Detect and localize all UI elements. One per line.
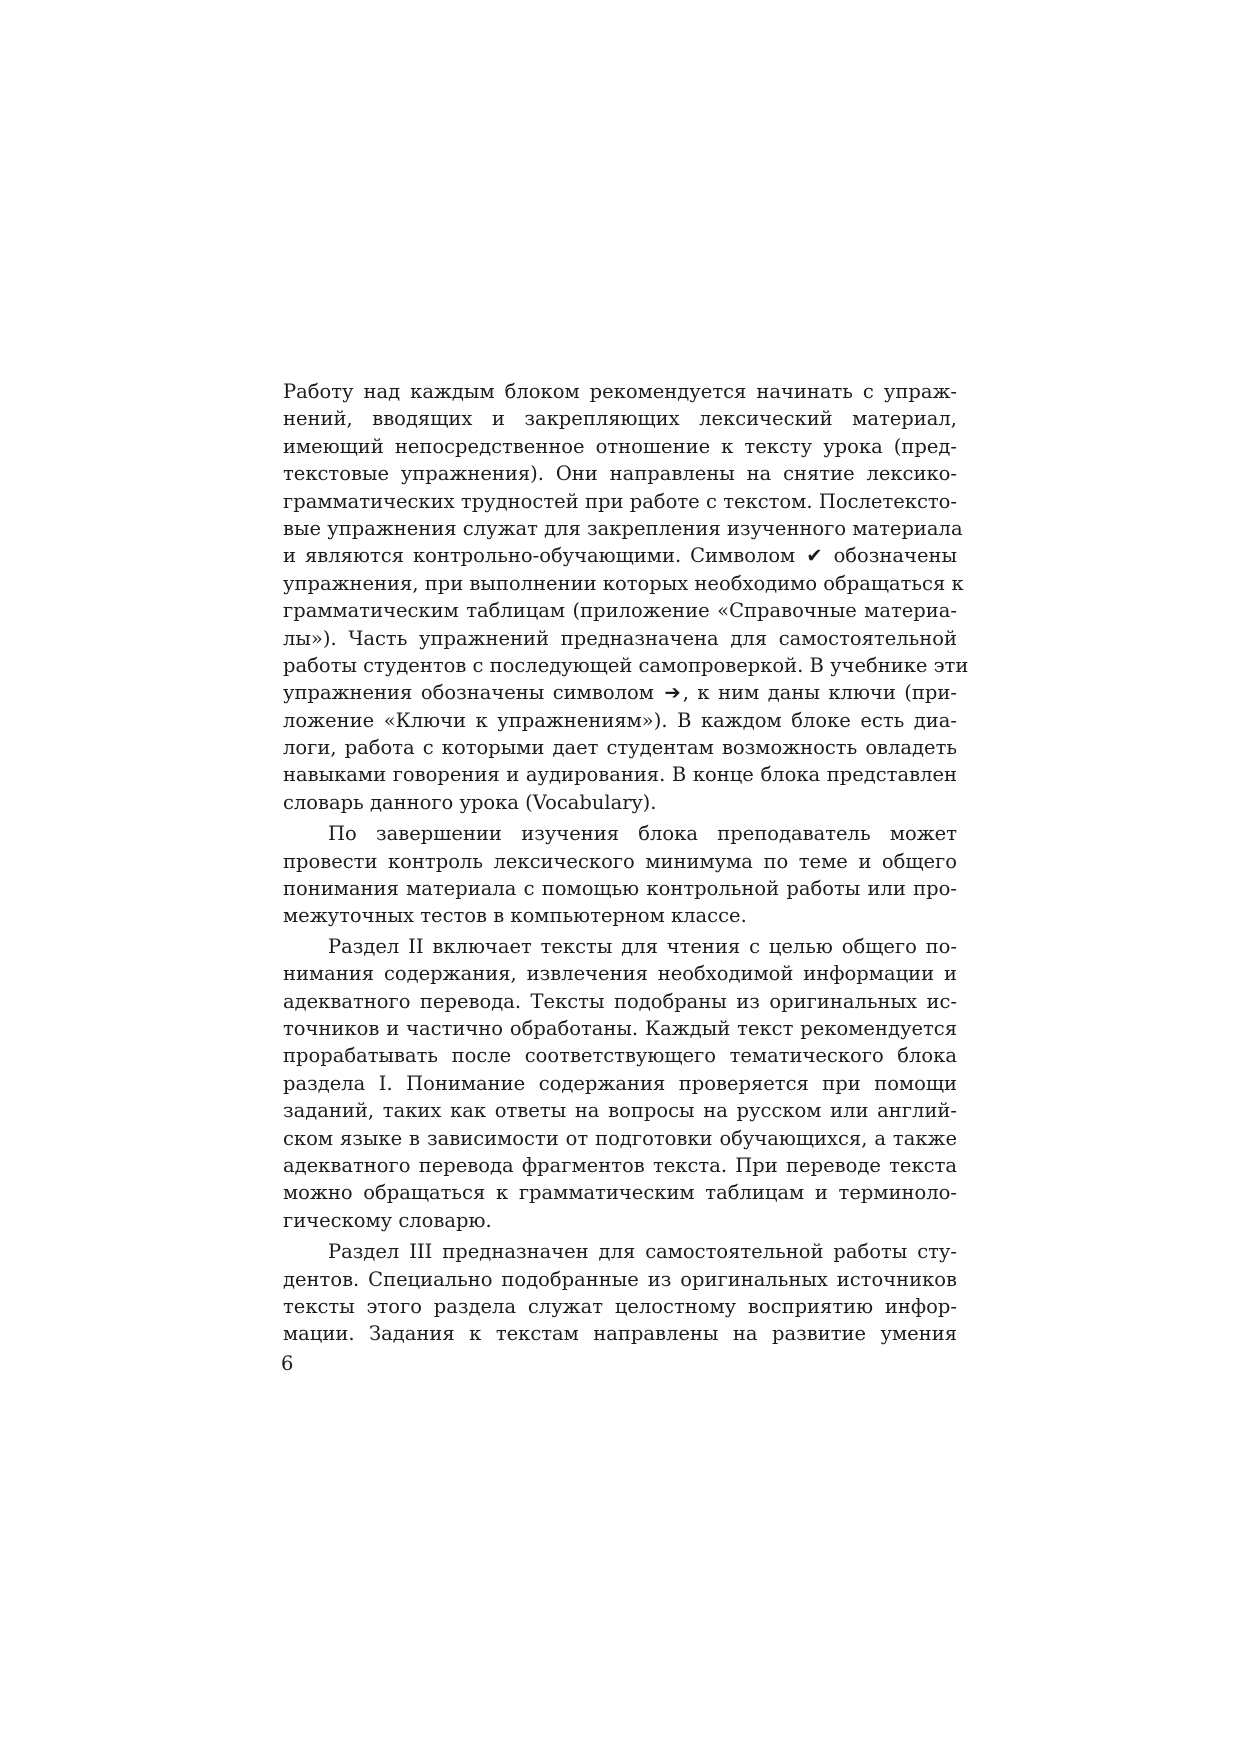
text-span: прорабатывать после соответствующего тематического блока	[283, 1044, 957, 1068]
text-span: раздела I. Понимание содержания проверяется при помощи	[283, 1071, 957, 1095]
arrow-symbol-icon: ➔	[664, 681, 681, 705]
text-line	[283, 625, 957, 652]
text-line	[283, 405, 957, 432]
text-span: адекватного перевода фрагментов текста. При переводе текста	[283, 1153, 957, 1177]
text-line	[283, 988, 957, 1015]
text-span: упражнения, при выполнении которых необходимо обращаться к	[283, 571, 964, 595]
page-number: 6	[281, 1352, 294, 1375]
text-span: дентов. Специально подобранные из оригинальных источников	[283, 1267, 957, 1291]
text-line	[283, 652, 969, 679]
text-span: обозначены	[824, 544, 957, 568]
text-span: адекватного перевода. Тексты подобраны из оригинальных ис-	[283, 989, 957, 1013]
text-span: , к ним даны ключи (при-	[682, 681, 957, 705]
text-span: вые упражнения служат для закрепления изученного материала	[283, 516, 963, 540]
text-line	[283, 820, 957, 847]
text-span: точников и частично обработаны. Каждый текст рекомендуется	[283, 1016, 957, 1040]
text-span: упражнения обозначены символом	[283, 681, 663, 705]
text-line	[283, 875, 957, 902]
text-line	[283, 1266, 957, 1293]
text-line	[283, 570, 964, 597]
text-line	[283, 488, 957, 515]
text-span: По завершении изучения блока преподаватель может	[328, 822, 957, 846]
text-line	[283, 761, 957, 788]
body-text	[283, 378, 969, 1348]
paragraph	[283, 933, 957, 1234]
paragraph	[283, 820, 957, 930]
paragraph	[283, 378, 969, 816]
text-span: логи, работа с которыми дает студентам возможность овладеть	[283, 736, 957, 760]
text-span: межуточных тестов в компьютерном классе.	[283, 904, 747, 928]
text-line	[283, 1125, 957, 1152]
text-span: грамматическим таблицам (приложение «Справочные материа-	[283, 599, 957, 623]
text-span: Раздел II включает тексты для чтения с целью общего по-	[328, 934, 957, 958]
text-span: нимания содержания, извлечения необходимой информации и	[283, 962, 957, 986]
text-span: гическому словарю.	[283, 1208, 492, 1232]
text-span: и являются контрольно-обучающими. Символом	[283, 544, 805, 568]
text-line	[283, 378, 957, 405]
text-span: ложение «Ключи к упражнениям»). В каждом блоке есть диа-	[283, 708, 957, 732]
text-line	[283, 597, 957, 624]
text-line	[283, 515, 963, 542]
text-line	[283, 1097, 957, 1124]
text-span: работы студентов с последующей самопроверкой. В учебнике эти	[283, 653, 969, 677]
text-span: понимания материала с помощью контрольной работы или про-	[283, 877, 957, 901]
text-span: текстовые упражнения). Они направлены на снятие лексико-	[283, 462, 957, 486]
text-span: нений, вводящих и закрепляющих лексический материал,	[283, 407, 957, 431]
text-line	[283, 848, 957, 875]
paragraph	[283, 1238, 957, 1348]
checkmark-symbol-icon: ✔	[806, 544, 823, 568]
text-span: тексты этого раздела служат целостному восприятию инфор-	[283, 1294, 957, 1318]
text-line	[283, 707, 957, 734]
text-line	[283, 789, 957, 816]
text-line	[283, 1015, 957, 1042]
text-line	[283, 1320, 957, 1347]
text-span: провести контроль лексического минимума по теме и общего	[283, 849, 957, 873]
text-span: можно обращаться к грамматическим таблицам и терминоло-	[283, 1181, 957, 1205]
text-span: заданий, таких как ответы на вопросы на русском или англий-	[283, 1099, 957, 1123]
text-span: лы»). Часть упражнений предназначена для самостоятельной	[283, 626, 957, 650]
text-line	[283, 1152, 957, 1179]
text-span: мации. Задания к текстам направлены на развитие умения	[283, 1322, 957, 1346]
text-line	[283, 1238, 957, 1265]
text-line	[283, 542, 957, 569]
text-line	[283, 433, 957, 460]
text-line	[283, 960, 957, 987]
text-line	[283, 460, 957, 487]
text-line	[283, 679, 957, 706]
text-line	[283, 1179, 957, 1206]
text-line	[283, 1042, 957, 1069]
text-span: Раздел III предназначен для самостоятельной работы сту-	[328, 1240, 957, 1264]
text-span: грамматических трудностей при работе с текстом. Послетексто-	[283, 489, 957, 513]
text-line	[283, 1293, 957, 1320]
text-line	[283, 1070, 957, 1097]
text-line	[283, 1207, 957, 1234]
text-line	[283, 933, 957, 960]
text-span: ском языке в зависимости от подготовки обучающихся, а также	[283, 1126, 957, 1150]
text-span: навыками говорения и аудирования. В конце блока представлен	[283, 763, 957, 787]
text-span: словарь данного урока (Vocabulary).	[283, 790, 657, 814]
text-line	[283, 902, 957, 929]
text-span: Работу над каждым блоком рекомендуется начинать с упраж-	[283, 380, 957, 403]
text-span: имеющий непосредственное отношение к тексту урока (пред-	[283, 434, 957, 458]
text-line	[283, 734, 957, 761]
